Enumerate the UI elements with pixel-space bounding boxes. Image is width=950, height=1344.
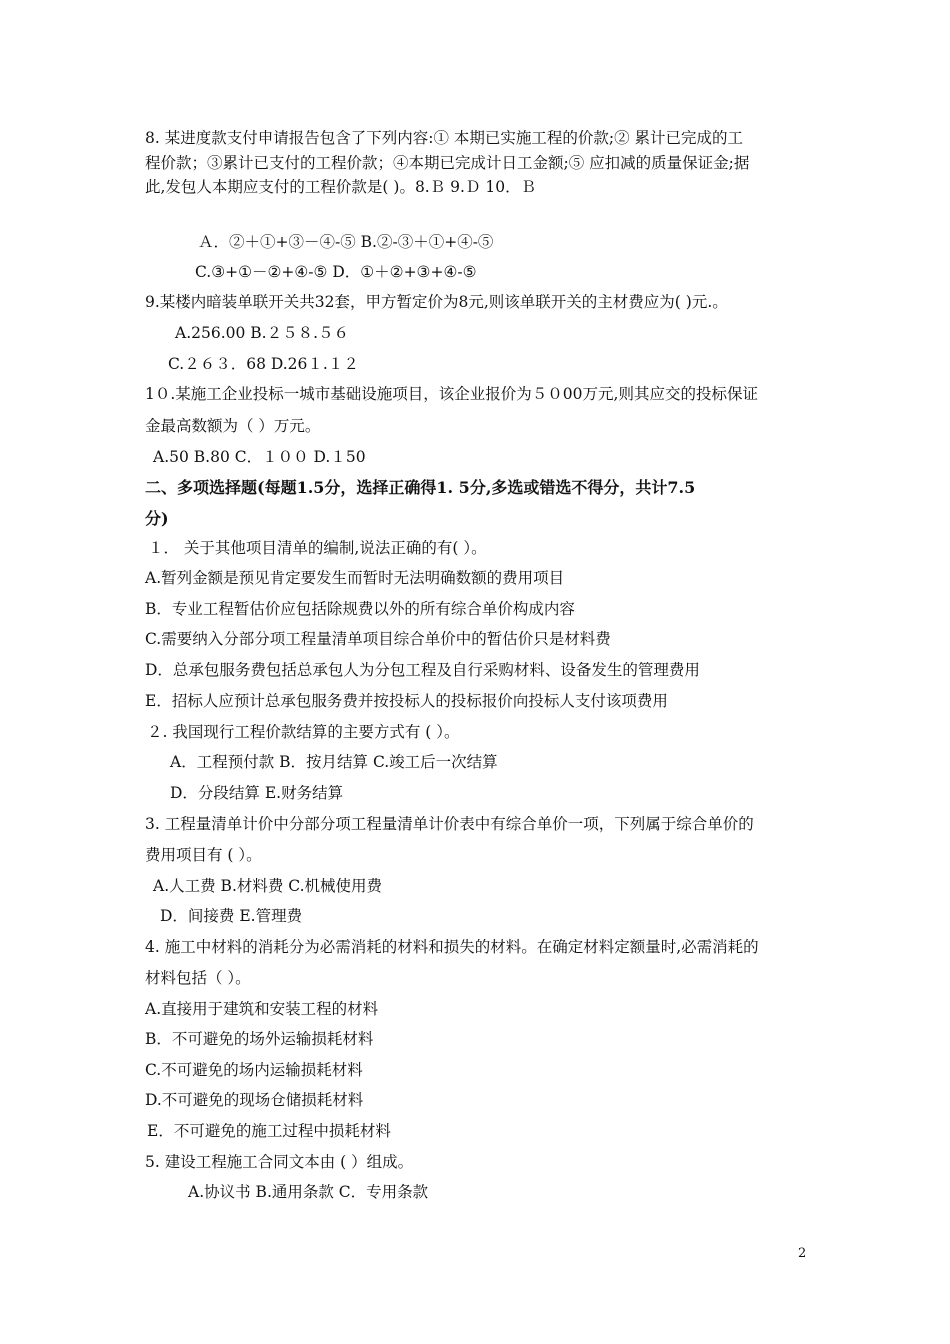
q9-options-ab: A.256.00 B.２５８.５６ <box>175 324 350 342</box>
mq1-option-e: E．招标人应预计总承包服务费并按投标人的投标报价向投标人支付该项费用 <box>145 692 668 710</box>
mq4-option-d: D.不可避免的现场仓储损耗材料 <box>145 1091 364 1109</box>
mq1-option-a: A.暂列金额是预见肯定要发生而暂时无法明确数额的费用项目 <box>145 569 565 587</box>
mq2-options-abc: A．工程预付款 B．按月结算 C.竣工后一次结算 <box>170 753 498 771</box>
q8-options-cd: C.③+①－②+④-⑤ D．①＋②+③+④-⑤ <box>195 263 477 281</box>
section-heading-line-2: 分) <box>145 509 169 528</box>
q10-options: A.50 B.80 C．１００ D.１50 <box>153 448 366 466</box>
mq4-option-b: B．不可避免的场外运输损耗材料 <box>145 1030 374 1048</box>
q8-line-1: 8. 某进度款支付申请报告包含了下列内容:① 本期已实施工程的价款;② 累计已完成的工 <box>145 129 744 147</box>
mq3-options-de: D．间接费 E.管理费 <box>160 907 303 925</box>
mq4-option-a: A.直接用于建筑和安装工程的材料 <box>145 1000 379 1018</box>
mq5-options-abc: A.协议书 B.通用条款 C．专用条款 <box>188 1183 429 1201</box>
mq4-option-c: C.不可避免的场内运输损耗材料 <box>145 1061 363 1079</box>
mq2-options-de: D．分段结算 E.财务结算 <box>170 784 344 802</box>
mq1-option-b: B．专业工程暂估价应包括除规费以外的所有综合单价构成内容 <box>145 600 575 618</box>
mq3-line-1: 3. 工程量清单计价中分部分项工程量清单计价表中有综合单价一项，下列属于综合单价的 <box>145 815 754 833</box>
mq4-option-e: E．不可避免的施工过程中损耗材料 <box>147 1122 391 1140</box>
mq1-option-c: C.需要纳入分部分项工程量清单项目综合单价中的暂估价只是材料费 <box>145 630 611 648</box>
mq3-line-2: 费用项目有 ( ）。 <box>145 846 262 864</box>
mq4-line-1: 4. 施工中材料的消耗分为必需消耗的材料和损失的材料。在确定材料定额量时,必需消耗的 <box>145 938 759 956</box>
mq5-stem: 5. 建设工程施工合同文本由 ( ）组成。 <box>145 1153 414 1171</box>
q10-line-2: 金最高数额为（ ）万元。 <box>145 417 321 435</box>
mq3-options-abc: A.人工费 B.材料费 C.机械使用费 <box>153 877 383 895</box>
mq4-line-2: 材料包括（ ）。 <box>145 969 251 987</box>
mq1-stem: １． 关于其他项目清单的编制,说法正确的有( ）。 <box>148 539 487 557</box>
mq2-stem: ２. 我国现行工程价款结算的主要方式有 ( ）。 <box>147 723 460 741</box>
q8-line-2: 程价款；③累计已支付的工程价款；④本期已完成计日工金额;⑤ 应扣减的质量保证金;据 <box>145 154 750 172</box>
q8-line-3: 此,发包人本期应支付的工程价款是( )。8.Ｂ 9.Ｄ 10．Ｂ <box>145 178 537 196</box>
section-heading-line-1: 二、多项选择题(每题1.5分，选择正确得1. 5分,多选或错选不得分，共计7.5 <box>145 478 696 497</box>
q9-stem: 9.某楼内暗装单联开关共32套，甲方暂定价为8元,则该单联开关的主材费应为( )元.。 <box>145 293 728 311</box>
q9-options-cd: C.２６３．68 D.26１.１２ <box>168 355 359 373</box>
mq1-option-d: D．总承包服务费包括总承包人为分包工程及自行采购材料、设备发生的管理费用 <box>145 661 700 679</box>
q10-line-1: 1０.某施工企业投标一城市基础设施项目，该企业报价为５０00万元,则其应交的投标保证 <box>145 385 758 403</box>
page-number: 2 <box>798 1246 807 1261</box>
q8-options-ab: Ａ．②＋①+③－④-⑤ B.②-③＋①+④-⑤ <box>198 233 494 251</box>
